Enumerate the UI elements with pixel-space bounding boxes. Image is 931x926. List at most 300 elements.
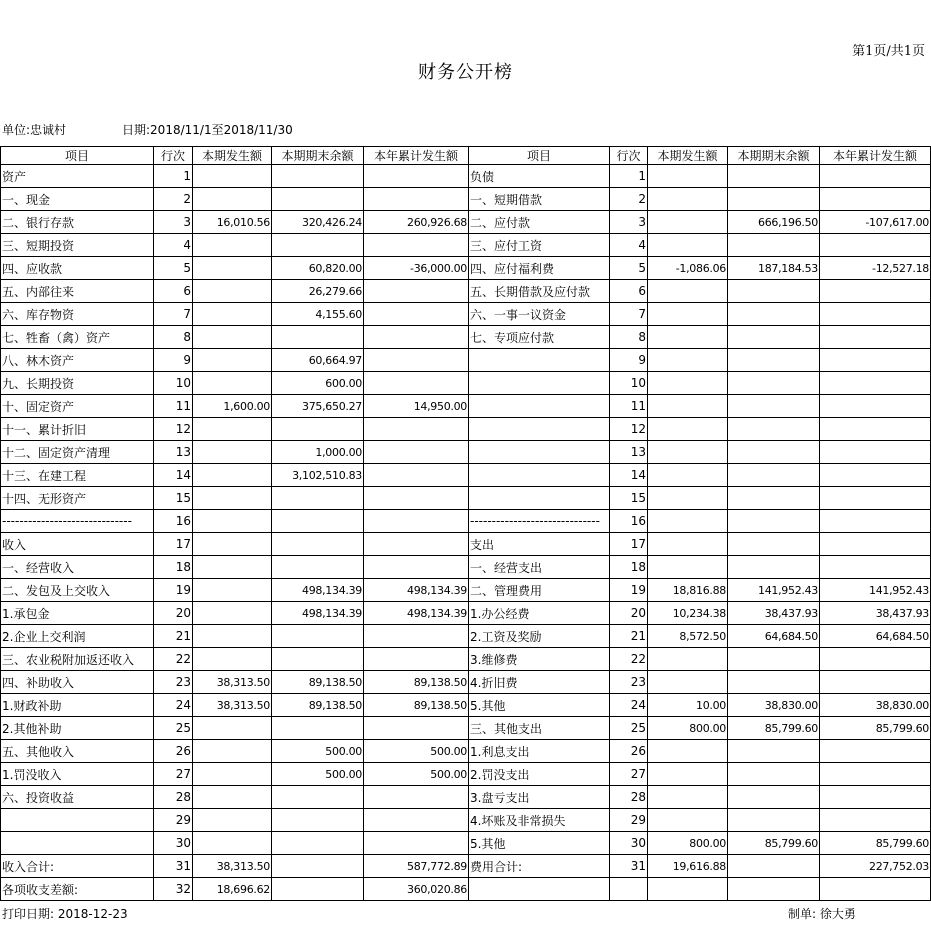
- ytd-amount-cell: [364, 418, 469, 441]
- period-end-balance-cell: [728, 441, 820, 464]
- ytd-amount-cell: [820, 326, 931, 349]
- period-end-balance-cell: 89,138.50: [272, 671, 364, 694]
- ytd-amount-cell: 498,134.39: [364, 579, 469, 602]
- period-end-balance-cell: [272, 648, 364, 671]
- period-amount-cell: [193, 372, 272, 395]
- period-amount-cell: [648, 763, 728, 786]
- line-number-cell: [610, 878, 648, 901]
- line-number-cell: 16: [610, 510, 648, 533]
- report-title: 财务公开榜: [418, 62, 513, 83]
- item-cell: 2.企业上交利润: [1, 625, 154, 648]
- ytd-amount-cell: [364, 165, 469, 188]
- item-cell: 四、应付福利费: [469, 257, 610, 280]
- period-end-balance-cell: 64,684.50: [728, 625, 820, 648]
- table-row: [1, 625, 931, 648]
- line-number-cell: 4: [610, 234, 648, 257]
- ytd-amount-cell: [364, 326, 469, 349]
- period-end-balance-cell: [272, 188, 364, 211]
- item-cell: 3.维修费: [469, 648, 610, 671]
- item-cell: 三、农业税附加返还收入: [1, 648, 154, 671]
- item-cell: 五、其他收入: [1, 740, 154, 763]
- column-header: 项目: [1, 147, 154, 165]
- ytd-amount-cell: [820, 740, 931, 763]
- ytd-amount-cell: [820, 556, 931, 579]
- item-cell: [469, 372, 610, 395]
- column-header: 本期发生额: [648, 147, 728, 165]
- period-end-balance-cell: 85,799.60: [728, 717, 820, 740]
- period-amount-cell: 1,600.00: [193, 395, 272, 418]
- period-end-balance-cell: [728, 556, 820, 579]
- line-number-cell: 31: [610, 855, 648, 878]
- ytd-amount-cell: -107,617.00: [820, 211, 931, 234]
- period-end-balance-cell: [728, 510, 820, 533]
- item-cell: 1.承包金: [1, 602, 154, 625]
- period-end-balance-cell: [728, 533, 820, 556]
- period-amount-cell: [193, 625, 272, 648]
- item-cell: 资产: [1, 165, 154, 188]
- ytd-amount-cell: -36,000.00: [364, 257, 469, 280]
- period-amount-cell: [193, 257, 272, 280]
- period-end-balance-cell: 38,830.00: [728, 694, 820, 717]
- table-row: [1, 303, 931, 326]
- line-number-cell: 15: [154, 487, 193, 510]
- line-number-cell: 18: [154, 556, 193, 579]
- line-number-cell: 18: [610, 556, 648, 579]
- period-end-balance-cell: 38,437.93: [728, 602, 820, 625]
- period-amount-cell: 18,696.62: [193, 878, 272, 901]
- item-cell: 十一、累计折旧: [1, 418, 154, 441]
- period-end-balance-cell: 3,102,510.83: [272, 464, 364, 487]
- item-cell: ------------------------------: [469, 510, 610, 533]
- period-amount-cell: 800.00: [648, 717, 728, 740]
- period-end-balance-cell: 141,952.43: [728, 579, 820, 602]
- item-cell: 支出: [469, 533, 610, 556]
- period-amount-cell: [648, 234, 728, 257]
- maker-label: 制单: 徐大勇: [788, 907, 856, 921]
- period-end-balance-cell: [728, 349, 820, 372]
- ytd-amount-cell: [820, 165, 931, 188]
- line-number-cell: 9: [154, 349, 193, 372]
- period-end-balance-cell: [272, 533, 364, 556]
- period-end-balance-cell: [272, 165, 364, 188]
- ytd-amount-cell: [364, 280, 469, 303]
- period-end-balance-cell: [728, 280, 820, 303]
- ytd-amount-cell: [364, 372, 469, 395]
- ytd-amount-cell: [364, 625, 469, 648]
- item-cell: 六、投资收益: [1, 786, 154, 809]
- ytd-amount-cell: [820, 303, 931, 326]
- item-cell: 三、其他支出: [469, 717, 610, 740]
- period-amount-cell: [193, 280, 272, 303]
- item-cell: 1.办公经费: [469, 602, 610, 625]
- ytd-amount-cell: [364, 533, 469, 556]
- ytd-amount-cell: [364, 648, 469, 671]
- line-number-cell: 13: [154, 441, 193, 464]
- period-amount-cell: [648, 441, 728, 464]
- period-end-balance-cell: [272, 326, 364, 349]
- period-end-balance-cell: [728, 763, 820, 786]
- period-end-balance-cell: 600.00: [272, 372, 364, 395]
- period-amount-cell: [648, 510, 728, 533]
- period-amount-cell: [193, 349, 272, 372]
- period-end-balance-cell: [272, 234, 364, 257]
- item-cell: 七、专项应付款: [469, 326, 610, 349]
- period-end-balance-cell: [272, 556, 364, 579]
- period-amount-cell: [193, 717, 272, 740]
- item-cell: 五、内部往来: [1, 280, 154, 303]
- column-header: 本期期末余额: [728, 147, 820, 165]
- period-amount-cell: [648, 464, 728, 487]
- period-amount-cell: 38,313.50: [193, 855, 272, 878]
- line-number-cell: 8: [154, 326, 193, 349]
- line-number-cell: 27: [610, 763, 648, 786]
- item-cell: 九、长期投资: [1, 372, 154, 395]
- line-number-cell: 4: [154, 234, 193, 257]
- line-number-cell: 30: [610, 832, 648, 855]
- table-row: [1, 740, 931, 763]
- line-number-cell: 5: [610, 257, 648, 280]
- ytd-amount-cell: 498,134.39: [364, 602, 469, 625]
- line-number-cell: 21: [610, 625, 648, 648]
- item-cell: [469, 349, 610, 372]
- table-row: [1, 487, 931, 510]
- ytd-amount-cell: 227,752.03: [820, 855, 931, 878]
- period-amount-cell: [648, 372, 728, 395]
- line-number-cell: 32: [154, 878, 193, 901]
- line-number-cell: 23: [154, 671, 193, 694]
- period-end-balance-cell: [728, 372, 820, 395]
- ytd-amount-cell: [820, 786, 931, 809]
- line-number-cell: 22: [154, 648, 193, 671]
- line-number-cell: 15: [610, 487, 648, 510]
- period-amount-cell: [648, 395, 728, 418]
- period-end-balance-cell: 89,138.50: [272, 694, 364, 717]
- period-amount-cell: [648, 211, 728, 234]
- period-end-balance-cell: 85,799.60: [728, 832, 820, 855]
- period-amount-cell: [193, 533, 272, 556]
- period-amount-cell: [193, 165, 272, 188]
- period-end-balance-cell: [272, 809, 364, 832]
- line-number-cell: 2: [154, 188, 193, 211]
- period-end-balance-cell: [272, 878, 364, 901]
- line-number-cell: 13: [610, 441, 648, 464]
- ytd-amount-cell: 260,926.68: [364, 211, 469, 234]
- ytd-amount-cell: 38,437.93: [820, 602, 931, 625]
- period-amount-cell: [193, 602, 272, 625]
- line-number-cell: 20: [154, 602, 193, 625]
- item-cell: 十二、固定资产清理: [1, 441, 154, 464]
- table-row: [1, 257, 931, 280]
- ytd-amount-cell: 89,138.50: [364, 694, 469, 717]
- ytd-amount-cell: [820, 464, 931, 487]
- line-number-cell: 12: [610, 418, 648, 441]
- period-end-balance-cell: [728, 165, 820, 188]
- period-end-balance-cell: [728, 786, 820, 809]
- period-amount-cell: [193, 579, 272, 602]
- period-amount-cell: [648, 809, 728, 832]
- table-row: [1, 234, 931, 257]
- table-row: [1, 717, 931, 740]
- period-amount-cell: [648, 533, 728, 556]
- line-number-cell: 27: [154, 763, 193, 786]
- period-end-balance-cell: [728, 395, 820, 418]
- line-number-cell: 29: [610, 809, 648, 832]
- period-amount-cell: 18,816.88: [648, 579, 728, 602]
- ytd-amount-cell: [820, 349, 931, 372]
- ytd-amount-cell: [364, 717, 469, 740]
- ytd-amount-cell: [820, 372, 931, 395]
- ytd-amount-cell: [820, 809, 931, 832]
- period-end-balance-cell: [728, 809, 820, 832]
- table-row: [1, 188, 931, 211]
- page-indicator: 第1页/共1页: [852, 44, 925, 59]
- table-row: [1, 464, 931, 487]
- period-amount-cell: [648, 349, 728, 372]
- period-amount-cell: [648, 648, 728, 671]
- ytd-amount-cell: [364, 487, 469, 510]
- item-cell: 5.其他: [469, 694, 610, 717]
- ytd-amount-cell: [364, 441, 469, 464]
- item-cell: 四、补助收入: [1, 671, 154, 694]
- column-header: 行次: [154, 147, 193, 165]
- period-amount-cell: [648, 878, 728, 901]
- period-end-balance-cell: [728, 740, 820, 763]
- table-header: [1, 147, 931, 165]
- period-amount-cell: 8,572.50: [648, 625, 728, 648]
- item-cell: 三、应付工资: [469, 234, 610, 257]
- line-number-cell: 14: [154, 464, 193, 487]
- item-cell: 十、固定资产: [1, 395, 154, 418]
- line-number-cell: 12: [154, 418, 193, 441]
- ytd-amount-cell: [820, 234, 931, 257]
- period-end-balance-cell: [728, 648, 820, 671]
- item-cell: 一、现金: [1, 188, 154, 211]
- item-cell: 十三、在建工程: [1, 464, 154, 487]
- item-cell: 3.盘亏支出: [469, 786, 610, 809]
- period-end-balance-cell: [728, 671, 820, 694]
- period-amount-cell: [648, 671, 728, 694]
- print-date: 打印日期: 2018-12-23: [2, 907, 128, 921]
- period-amount-cell: 16,010.56: [193, 211, 272, 234]
- line-number-cell: 14: [610, 464, 648, 487]
- ytd-amount-cell: [364, 832, 469, 855]
- line-number-cell: 28: [154, 786, 193, 809]
- column-header: 项目: [469, 147, 610, 165]
- item-cell: [469, 395, 610, 418]
- item-cell: 4.折旧费: [469, 671, 610, 694]
- line-number-cell: 21: [154, 625, 193, 648]
- period-end-balance-cell: [728, 418, 820, 441]
- ytd-amount-cell: [820, 441, 931, 464]
- ytd-amount-cell: [820, 671, 931, 694]
- ytd-amount-cell: [364, 510, 469, 533]
- ytd-amount-cell: 141,952.43: [820, 579, 931, 602]
- column-header: 本年累计发生额: [820, 147, 931, 165]
- line-number-cell: 8: [610, 326, 648, 349]
- table-row: [1, 372, 931, 395]
- table-row: [1, 832, 931, 855]
- line-number-cell: 26: [154, 740, 193, 763]
- period-end-balance-cell: 498,134.39: [272, 579, 364, 602]
- ytd-amount-cell: [820, 395, 931, 418]
- period-amount-cell: [648, 487, 728, 510]
- ytd-amount-cell: 38,830.00: [820, 694, 931, 717]
- period-end-balance-cell: 1,000.00: [272, 441, 364, 464]
- item-cell: 收入: [1, 533, 154, 556]
- period-amount-cell: 800.00: [648, 832, 728, 855]
- ytd-amount-cell: 587,772.89: [364, 855, 469, 878]
- period-end-balance-cell: 60,820.00: [272, 257, 364, 280]
- ytd-amount-cell: [364, 303, 469, 326]
- period-amount-cell: [648, 740, 728, 763]
- ytd-amount-cell: 89,138.50: [364, 671, 469, 694]
- line-number-cell: 1: [610, 165, 648, 188]
- item-cell: 三、短期投资: [1, 234, 154, 257]
- table-row: [1, 648, 931, 671]
- period-end-balance-cell: 498,134.39: [272, 602, 364, 625]
- table-row: [1, 809, 931, 832]
- table-row: [1, 878, 931, 901]
- table-row: [1, 280, 931, 303]
- line-number-cell: 6: [154, 280, 193, 303]
- table-row: [1, 786, 931, 809]
- item-cell: 2.工资及奖励: [469, 625, 610, 648]
- line-number-cell: 31: [154, 855, 193, 878]
- period-end-balance-cell: [728, 878, 820, 901]
- ytd-amount-cell: [364, 556, 469, 579]
- period-amount-cell: [193, 556, 272, 579]
- line-number-cell: 16: [154, 510, 193, 533]
- ytd-amount-cell: [820, 510, 931, 533]
- ytd-amount-cell: 14,950.00: [364, 395, 469, 418]
- ytd-amount-cell: [364, 188, 469, 211]
- period-end-balance-cell: 320,426.24: [272, 211, 364, 234]
- period-amount-cell: [648, 786, 728, 809]
- period-amount-cell: [193, 809, 272, 832]
- item-cell: 1.罚没收入: [1, 763, 154, 786]
- period-amount-cell: [193, 441, 272, 464]
- period-amount-cell: [193, 510, 272, 533]
- item-cell: ------------------------------: [1, 510, 154, 533]
- period-end-balance-cell: 500.00: [272, 763, 364, 786]
- ytd-amount-cell: 360,020.86: [364, 878, 469, 901]
- item-cell: 2.其他补助: [1, 717, 154, 740]
- line-number-cell: 24: [154, 694, 193, 717]
- line-number-cell: 20: [610, 602, 648, 625]
- item-cell: 一、经营支出: [469, 556, 610, 579]
- period-end-balance-cell: [728, 188, 820, 211]
- period-end-balance-cell: [728, 234, 820, 257]
- column-header: 本期期末余额: [272, 147, 364, 165]
- period-amount-cell: [648, 556, 728, 579]
- ytd-amount-cell: [364, 786, 469, 809]
- line-number-cell: 26: [610, 740, 648, 763]
- item-cell: 5.其他: [469, 832, 610, 855]
- item-cell: [1, 832, 154, 855]
- column-header: 本年累计发生额: [364, 147, 469, 165]
- period-amount-cell: [193, 740, 272, 763]
- period-end-balance-cell: [272, 786, 364, 809]
- ytd-amount-cell: [820, 280, 931, 303]
- ytd-amount-cell: 85,799.60: [820, 832, 931, 855]
- period-amount-cell: -1,086.06: [648, 257, 728, 280]
- period-amount-cell: [648, 280, 728, 303]
- table-body: [1, 165, 931, 901]
- period-end-balance-cell: 4,155.60: [272, 303, 364, 326]
- ytd-amount-cell: [364, 464, 469, 487]
- period-end-balance-cell: 375,650.27: [272, 395, 364, 418]
- table-row: [1, 671, 931, 694]
- item-cell: 二、发包及上交收入: [1, 579, 154, 602]
- table-row: [1, 510, 931, 533]
- period-end-balance-cell: [272, 855, 364, 878]
- period-end-balance-cell: [728, 487, 820, 510]
- period-amount-cell: [648, 326, 728, 349]
- column-header: 本期发生额: [193, 147, 272, 165]
- item-cell: 二、银行存款: [1, 211, 154, 234]
- period-end-balance-cell: [272, 418, 364, 441]
- period-end-balance-cell: [272, 832, 364, 855]
- ytd-amount-cell: [820, 878, 931, 901]
- item-cell: [469, 464, 610, 487]
- ytd-amount-cell: [364, 809, 469, 832]
- item-cell: 负债: [469, 165, 610, 188]
- item-cell: 4.坏账及非常损失: [469, 809, 610, 832]
- ytd-amount-cell: [820, 648, 931, 671]
- period-end-balance-cell: [728, 464, 820, 487]
- table-row: [1, 579, 931, 602]
- item-cell: 五、长期借款及应付款: [469, 280, 610, 303]
- period-end-balance-cell: [728, 303, 820, 326]
- line-number-cell: 29: [154, 809, 193, 832]
- item-cell: 1.利息支出: [469, 740, 610, 763]
- period-amount-cell: [648, 165, 728, 188]
- period-amount-cell: [193, 326, 272, 349]
- line-number-cell: 23: [610, 671, 648, 694]
- ytd-amount-cell: [820, 487, 931, 510]
- period-amount-cell: [193, 763, 272, 786]
- item-cell: 费用合计:: [469, 855, 610, 878]
- line-number-cell: 22: [610, 648, 648, 671]
- item-cell: 八、林木资产: [1, 349, 154, 372]
- item-cell: 六、库存物资: [1, 303, 154, 326]
- ytd-amount-cell: 64,684.50: [820, 625, 931, 648]
- line-number-cell: 30: [154, 832, 193, 855]
- item-cell: 各项收支差额:: [1, 878, 154, 901]
- ytd-amount-cell: 85,799.60: [820, 717, 931, 740]
- line-number-cell: 10: [154, 372, 193, 395]
- period-end-balance-cell: 500.00: [272, 740, 364, 763]
- ytd-amount-cell: -12,527.18: [820, 257, 931, 280]
- period-amount-cell: [193, 418, 272, 441]
- period-end-balance-cell: 60,664.97: [272, 349, 364, 372]
- table-row: [1, 349, 931, 372]
- period-amount-cell: [648, 303, 728, 326]
- period-end-balance-cell: 666,196.50: [728, 211, 820, 234]
- ytd-amount-cell: [820, 763, 931, 786]
- table-row: [1, 556, 931, 579]
- ytd-amount-cell: [364, 349, 469, 372]
- table-row: [1, 694, 931, 717]
- line-number-cell: 5: [154, 257, 193, 280]
- period-amount-cell: [193, 303, 272, 326]
- item-cell: 一、经营收入: [1, 556, 154, 579]
- item-cell: 一、短期借款: [469, 188, 610, 211]
- table-row: [1, 533, 931, 556]
- period-end-balance-cell: 26,279.66: [272, 280, 364, 303]
- period-amount-cell: [193, 832, 272, 855]
- line-number-cell: 24: [610, 694, 648, 717]
